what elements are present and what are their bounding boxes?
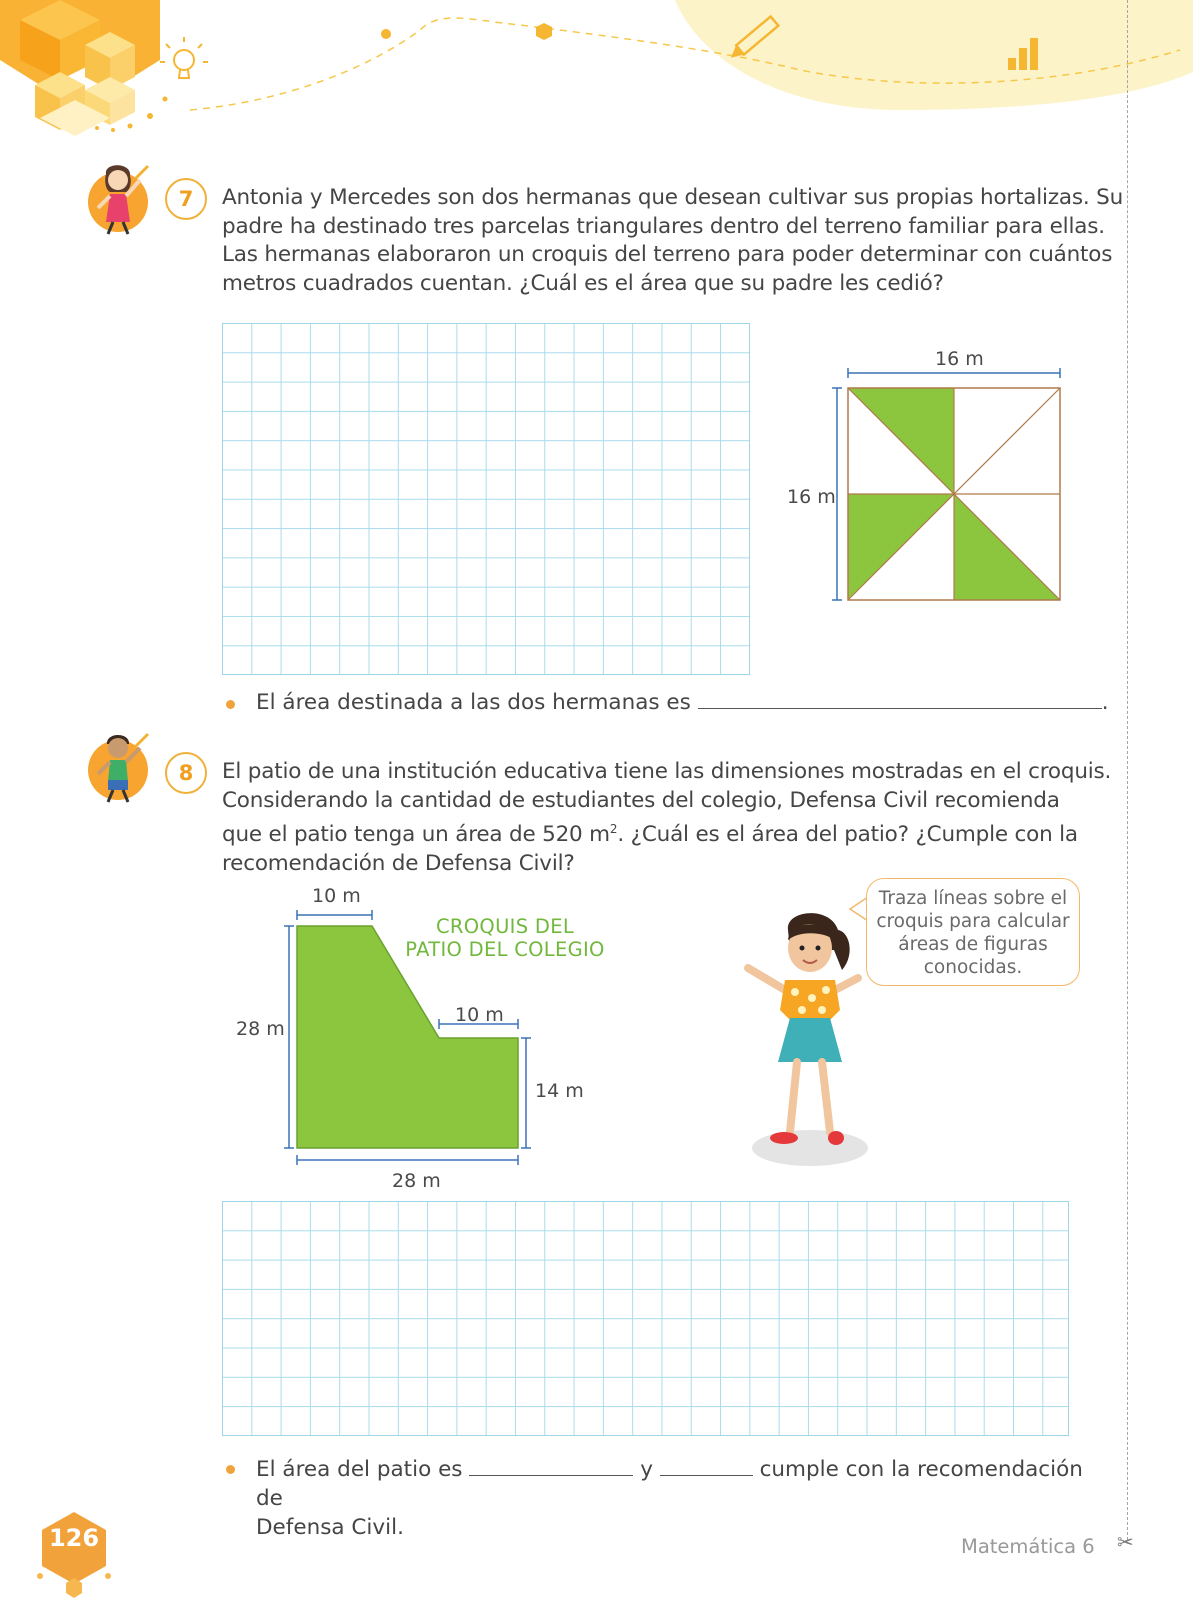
patio-left-label: 28 m	[236, 1018, 285, 1040]
question-8-line-part: . ¿Cuál es el área del patio? ¿Cumple con la	[617, 822, 1078, 848]
page-number: 126	[48, 1524, 100, 1552]
patio-right-label: 14 m	[535, 1080, 584, 1102]
answer-grid-7[interactable]	[222, 323, 750, 675]
answer-8-label-2: cumple con la recomendación de	[256, 1457, 1083, 1511]
answer-8-complies-blank[interactable]	[660, 1457, 753, 1476]
bullet-icon	[226, 1465, 235, 1474]
superscript: 2	[609, 822, 618, 836]
answer-7-period: .	[1101, 690, 1109, 715]
bullet-icon	[226, 700, 235, 709]
girl-avatar-icon	[88, 160, 154, 236]
girl-illustration	[730, 910, 880, 1175]
patio-shape	[297, 926, 518, 1148]
question-8-line	[222, 815, 1111, 850]
answer-7-blank[interactable]	[698, 690, 1102, 709]
answer-8-area-blank[interactable]	[469, 1457, 633, 1476]
croquis-title-line: PATIO DEL COLEGIO	[405, 938, 605, 961]
question-number-7: 7	[165, 178, 207, 220]
answer-8-y: y	[640, 1457, 653, 1482]
patio-bottom-label: 28 m	[392, 1170, 441, 1192]
answer-8-line-2: Defensa Civil.	[256, 1515, 404, 1540]
header-decoration	[0, 0, 1193, 160]
question-7-line: Las hermanas elaboraron un croquis del terreno para poder determinar con cuántos	[222, 242, 1113, 267]
cut-line	[1127, 0, 1128, 1540]
patio-diagram	[282, 908, 542, 1170]
question-7-line: metros cuadrados cuentan. ¿Cuál es el área que su padre les cedió?	[222, 270, 944, 296]
bubble-line: Traza líneas sobre el	[878, 888, 1068, 909]
page-number-badge	[34, 1508, 114, 1598]
boy-avatar-icon	[88, 728, 154, 804]
answer-grid-8[interactable]	[222, 1201, 1069, 1436]
bubble-line: conocidas.	[923, 957, 1023, 978]
question-7-line: Antonia y Mercedes son dos hermanas que desean cultivar sus propias hortalizas. Su	[222, 185, 1124, 210]
square-height-label: 16 m	[787, 486, 836, 508]
question-8-line: recomendación de Defensa Civil?	[222, 850, 575, 876]
answer-line-7	[256, 690, 1109, 715]
question-7-text	[222, 184, 1123, 298]
patio-step-label: 10 m	[455, 1004, 504, 1026]
scissors-icon: ✂	[1117, 1530, 1134, 1554]
question-7-line: padre ha destinado tres parcelas triangulares dentro del terreno familiar para ellas.	[222, 213, 1105, 239]
bubble-line: croquis para calcular	[876, 911, 1070, 932]
question-8-text	[222, 758, 1111, 878]
bubble-line: áreas de figuras	[898, 934, 1048, 955]
square-plot-diagram	[828, 364, 1068, 606]
question-8-line-part: que el patio tenga un área de 520 m	[222, 822, 610, 848]
book-title: Matemática 6	[961, 1535, 1095, 1558]
answer-line-8	[256, 1455, 1086, 1542]
question-8-line: El patio de una institución educativa tiene las dimensiones mostradas en el croquis.	[222, 759, 1112, 784]
speech-bubble	[866, 878, 1080, 986]
croquis-title-line: CROQUIS DEL	[436, 915, 574, 938]
question-8-line: Considerando la cantidad de estudiantes del colegio, Defensa Civil recomienda	[222, 787, 1060, 813]
answer-7-label: El área destinada a las dos hermanas es	[256, 690, 691, 715]
question-number-8: 8	[165, 752, 207, 794]
square-width-label: 16 m	[935, 348, 984, 370]
answer-8-label: El área del patio es	[256, 1457, 463, 1482]
patio-top-label: 10 m	[312, 885, 361, 907]
